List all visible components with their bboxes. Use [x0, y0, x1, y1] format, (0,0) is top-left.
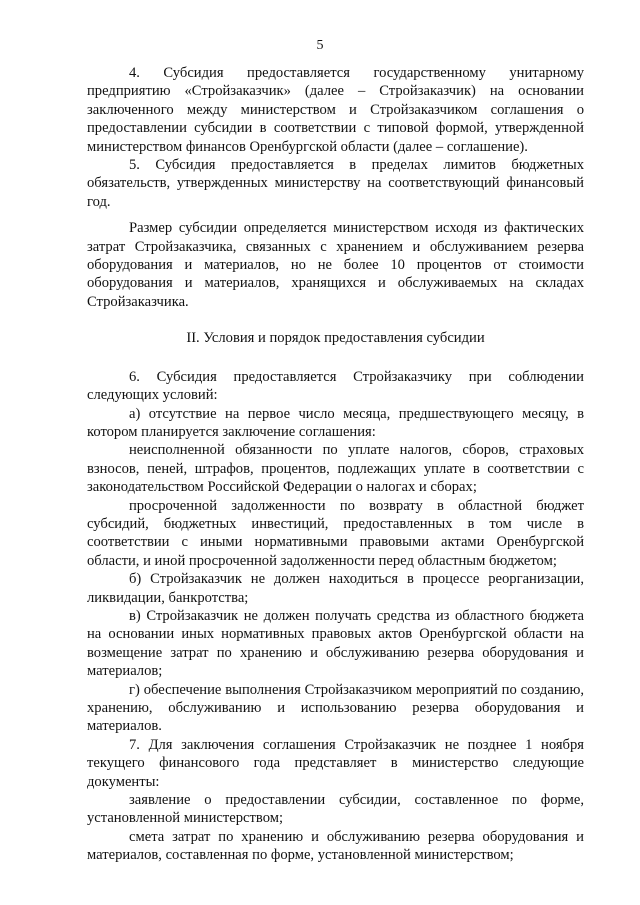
paragraph-7: 7. Для заключения соглашения Стройзаказчик не позднее 1 ноября текущего финансового года представляет в министерство следующие документы: — [87, 736, 584, 790]
document-body — [87, 64, 584, 865]
condition-g: г) обеспечение выполнения Стройзаказчиком мероприятий по созданию, хранению, обслуживанию и использованию резерва оборудования и материалов. — [87, 681, 584, 735]
condition-b: б) Стройзаказчик не должен находиться в процессе реорганизации, ликвидации, банкротства; — [87, 571, 584, 606]
document-application: заявление о предоставлении субсидии, составленное по форме, установленной министерством; — [87, 792, 584, 827]
document-cost-estimate: смета затрат по хранению и обслуживанию резерва оборудования и материалов, составленная по форме, установленной министерством; — [87, 828, 584, 864]
condition-a-tax-debt: неисполненной обязанности по уплате налогов, сборов, страховых взносов, пеней, штрафов, процентов, подлежащих уплате в соответствии с законодательством Российской Федерации о налогах и сборах; — [87, 442, 584, 496]
section-heading: II. Условия и порядок предоставления субсидии — [186, 330, 485, 347]
condition-v: в) Стройзаказчик не должен получать средства из областного бюджета на основании иных нормативных правовых актов Оренбургской области на возмещение затрат по хранению и обслуживанию резерва оборудования и материалов; — [87, 607, 584, 680]
condition-a: а) отсутствие на первое число месяца, предшествующего месяцу, в котором планируется заключение соглашения: — [87, 405, 584, 440]
condition-a-overdue-debt: просроченной задолженности по возврату в областной бюджет субсидий, бюджетных инвестиций, предоставленных в том числе в соответствии с иными нормативными правовыми актами Оренбургской области, и иной просроченной задолженности перед областным бюджетом; — [87, 497, 584, 569]
paragraph-subsidy-amount: Размер субсидии определяется министерством исходя из фактических затрат Стройзаказчика, связанных с хранением и обслуживанием резерва оборудования и материалов, но не более 10 процентов от стоимости оборудования и материалов, хранящихся и обслуживаемых на складах Стройзаказчика. — [87, 220, 584, 310]
paragraph-5: 5. Субсидия предоставляется в пределах лимитов бюджетных обязательств, утвержденных министерству на соответствующий финансовый год. — [87, 157, 584, 210]
page-number: 5 — [316, 38, 324, 53]
paragraph-4: 4. Субсидия предоставляется государственному унитарному предприятию «Стройзаказчик» (далее – Стройзаказчик) на основании заключенного между министерством и Стройзаказчиком соглашения о предоставлении субсидии в соответствии с типовой формой, утвержденной министерством финансов Оренбургской области (далее – соглашение). — [87, 65, 584, 155]
paragraph-6: 6. Субсидия предоставляется Стройзаказчику при соблюдении следующих условий: — [87, 368, 584, 404]
